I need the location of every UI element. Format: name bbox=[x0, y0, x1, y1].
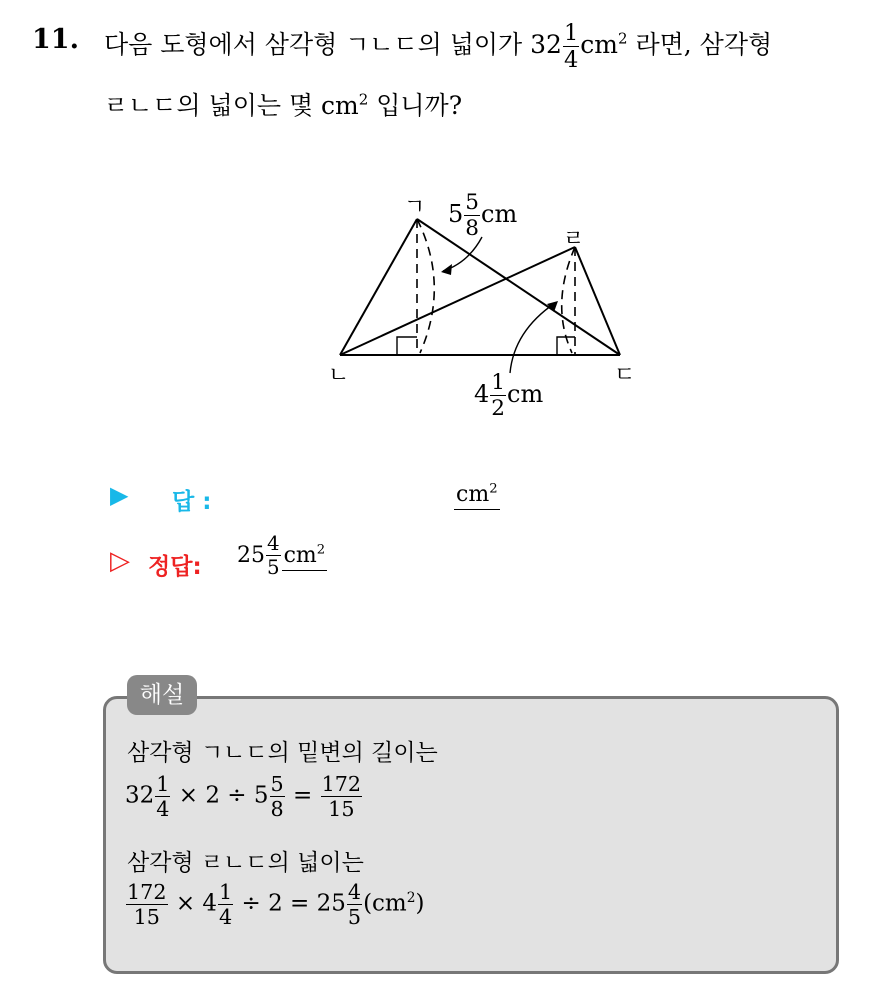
solution-line-3: 삼각형 ㄹㄴㄷ의 넓이는 bbox=[127, 850, 364, 876]
side-ng bbox=[340, 219, 417, 355]
right-angle-mark-1 bbox=[397, 337, 417, 355]
question-text: 입니까? bbox=[368, 91, 463, 120]
height-label-2: 4 $\frac{1}{2}$ cm bbox=[474, 370, 544, 421]
question-line-2: ㄹㄴㄷ의 넓이는 몇 $cm^2$ 입니까? bbox=[104, 90, 463, 120]
question-text: ㄹㄴㄷ의 넓이는 몇 cm bbox=[104, 91, 359, 120]
vertex-label-r: ㄹ bbox=[563, 227, 585, 252]
arrowhead-1 bbox=[441, 264, 452, 275]
question-line-1: 다음 도형에서 삼각형 ㄱㄴㄷ의 넓이가 32 $\frac{1}{4}$ $cm^2$ 라면, 삼각형 bbox=[104, 20, 773, 73]
question-text: 다음 도형에서 삼각형 ㄱㄴㄷ의 넓이가 32 bbox=[104, 30, 562, 59]
solution-line-1: 삼각형 ㄱㄴㄷ의 밑변의 길이는 bbox=[127, 740, 438, 766]
unit: cm bbox=[580, 30, 618, 59]
area-fraction: $\frac{1}{4}$ bbox=[563, 20, 579, 73]
answer-marker-icon: ▶ bbox=[110, 481, 129, 509]
correct-marker-icon: ▷ bbox=[110, 546, 130, 576]
correct-label: 정답: bbox=[148, 554, 202, 580]
correct-value: 25 $\frac{4}{5}$ $cm^2$ bbox=[237, 532, 326, 579]
answer-label: 답 : bbox=[172, 489, 212, 515]
height-brace-1 bbox=[417, 219, 434, 353]
vertex-label-g: ㄱ bbox=[404, 195, 426, 220]
question-text: 라면, 삼각형 bbox=[627, 30, 773, 59]
solution-line-4: $\frac{172}{15}$ × 4 $\frac{1}{4}$ ÷ 2 = 25 $\frac{4}{5}$ $(cm^2)$ bbox=[127, 880, 425, 929]
vertex-label-d: ㄷ bbox=[614, 363, 636, 388]
solution-line-2: 32 $\frac{1}{4}$ × 2 ÷ 5 $\frac{5}{8}$ = $\frac{172}{15}$ bbox=[125, 772, 362, 821]
solution-tab: 해설 bbox=[127, 675, 197, 715]
pointer-arrow-2 bbox=[510, 303, 555, 373]
pointer-arrow-1 bbox=[443, 237, 482, 271]
height-label-1: 5 $\frac{5}{8}$ cm bbox=[448, 190, 518, 241]
side-gd bbox=[417, 219, 620, 355]
vertex-label-n: ㄴ bbox=[328, 363, 350, 388]
answer-unit: $cm^2$ bbox=[454, 482, 500, 507]
question-number: 11. bbox=[32, 24, 79, 55]
